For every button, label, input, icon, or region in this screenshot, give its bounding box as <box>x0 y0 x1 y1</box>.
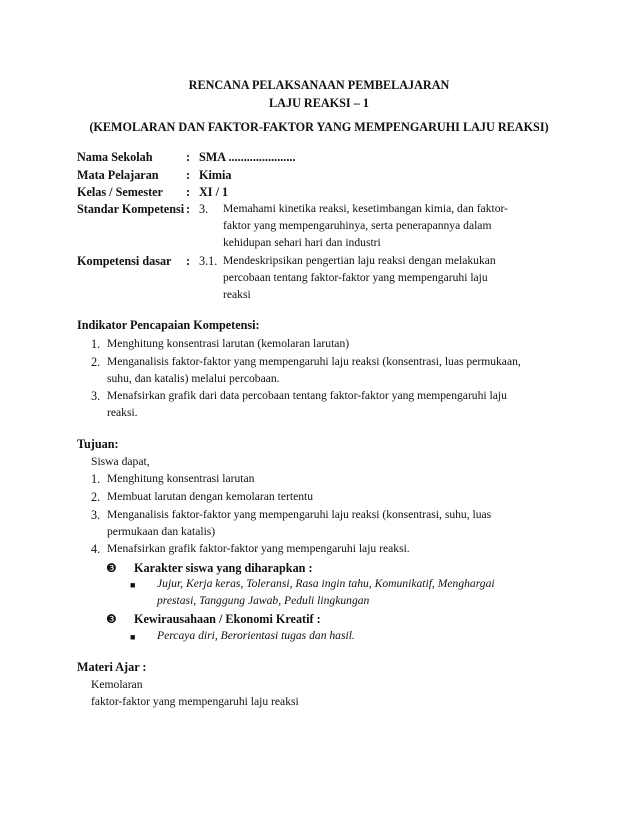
character-heading: Karakter siswa yang diharapkan : <box>134 561 313 575</box>
list-item: suhu, dan katalis) melalui percobaan. <box>107 372 280 385</box>
doc-topic: (KEMOLARAN DAN FAKTOR-FAKTOR YANG MEMPENGARUHI LAJU REAKSI) <box>89 120 549 134</box>
colon: : <box>186 254 191 268</box>
class-label: Kelas / Semester <box>77 185 163 199</box>
school-value: SMA ...................... <box>199 150 296 164</box>
colon: : <box>186 168 191 182</box>
material-item: Kemolaran <box>91 678 143 691</box>
circled-number-bullet-icon: ❸ <box>106 612 117 626</box>
list-number: 2. <box>91 490 101 504</box>
circled-number-bullet-icon: ❸ <box>106 561 117 575</box>
list-item: reaksi. <box>107 406 138 419</box>
subject-value: Kimia <box>199 168 232 182</box>
kd-line: Mendeskripsikan pengertian laju reaksi dengan melakukan <box>223 254 496 267</box>
list-item: Menghitung konsentrasi larutan (kemolaran larutan) <box>107 337 350 350</box>
kd-label: Kompetensi dasar <box>77 254 172 268</box>
goals-heading: Tujuan: <box>77 437 119 451</box>
doc-title: RENCANA PELAKSANAAN PEMBELAJARAN <box>188 78 450 92</box>
list-item: permukaan dan katalis) <box>107 525 216 538</box>
doc-subtitle: LAJU REAKSI – 1 <box>269 96 369 110</box>
list-item: Menganalisis faktor-faktor yang mempengaruhi laju reaksi (konsentrasi, suhu, luas <box>107 508 492 521</box>
list-number: 1. <box>91 337 101 351</box>
list-number: 4. <box>91 542 101 556</box>
colon: : <box>186 185 191 199</box>
sk-number: 3. <box>199 202 209 216</box>
list-number: 1. <box>91 472 101 486</box>
sk-line: kehidupan sehari hari dan industri <box>223 236 381 249</box>
character-values: Jujur, Kerja keras, Toleransi, Rasa ingin tahu, Komunikatif, Menghargai <box>157 577 495 590</box>
list-number: 2. <box>91 355 101 369</box>
square-bullet-icon: ■ <box>130 580 136 590</box>
entrepreneur-heading: Kewirausahaan / Ekonomi Kreatif : <box>134 612 321 626</box>
kd-number: 3.1. <box>199 254 218 268</box>
list-item: Menafsirkan grafik faktor-faktor yang mempengaruhi laju reaksi. <box>107 542 410 555</box>
square-bullet-icon: ■ <box>130 632 136 642</box>
list-item: Menganalisis faktor-faktor yang mempengaruhi laju reaksi (konsentrasi, luas permukaan, <box>107 355 521 368</box>
list-item: Membuat larutan dengan kemolaran tertentu <box>107 490 314 503</box>
list-number: 3. <box>91 508 101 522</box>
kd-line: reaksi <box>223 288 251 301</box>
kd-line: percobaan tentang faktor-faktor yang mempengaruhi laju <box>223 271 488 284</box>
goals-intro: Siswa dapat, <box>91 455 150 468</box>
school-label: Nama Sekolah <box>77 150 153 164</box>
materials-heading: Materi Ajar : <box>77 660 147 674</box>
sk-line: faktor yang mempengaruhinya, serta penerapannya dalam <box>223 219 492 232</box>
sk-line: Memahami kinetika reaksi, kesetimbangan kimia, dan faktor- <box>223 202 509 215</box>
list-number: 3. <box>91 389 101 403</box>
material-item: faktor-faktor yang mempengaruhi laju reaksi <box>91 695 299 708</box>
character-values: prestasi, Tanggung Jawab, Peduli lingkungan <box>157 594 370 607</box>
sk-label: Standar Kompetensi <box>77 202 185 216</box>
entrepreneur-values: Percaya diri, Berorientasi tugas dan hasil. <box>157 629 355 642</box>
colon: : <box>186 202 191 216</box>
indicators-heading: Indikator Pencapaian Kompetensi: <box>77 318 260 332</box>
class-value: XI / 1 <box>199 185 229 199</box>
list-item: Menghitung konsentrasi larutan <box>107 472 255 485</box>
colon: : <box>186 150 191 164</box>
list-item: Menafsirkan grafik dari data percobaan tentang faktor-faktor yang mempengaruhi laju <box>107 389 507 402</box>
subject-label: Mata Pelajaran <box>77 168 159 182</box>
